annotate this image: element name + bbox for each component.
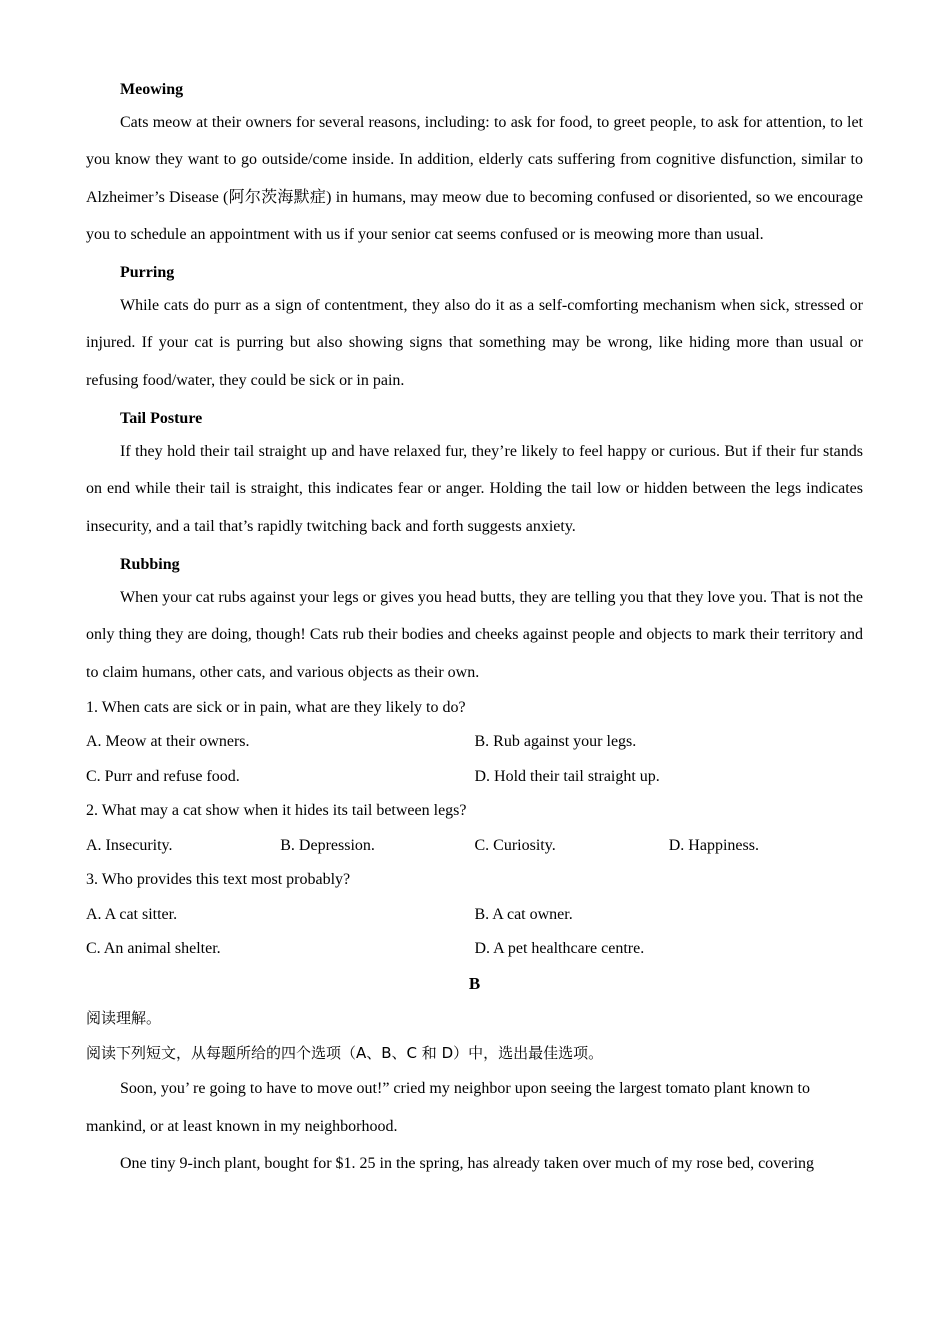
section-heading-meowing: Meowing [120, 81, 184, 98]
question-2-option-d: D. Happiness. [668, 836, 759, 854]
question-1-option-c: C. Purr and refuse food. [86, 767, 240, 785]
question-2-options-row [86, 829, 863, 864]
question-1-option-a: A. Meow at their owners. [86, 733, 250, 751]
question-2-option-c: C. Curiosity. [474, 836, 556, 854]
section-heading-rubbing: Rubbing [120, 555, 180, 573]
question-3-option-b: B. A cat owner. [474, 905, 573, 923]
document-content [86, 76, 863, 1182]
section-text-rubbing: When your cat rubs against your legs or gives you head butts, they are telling you that they love you. That is not the only thing they are doing, though! Cats rub their bodies and cheeks against people and objects to mark their territory and to claim humans, other cats, and various objects as their own. [86, 588, 863, 681]
section-b-instruction-1: 阅读理解。 [86, 1009, 162, 1028]
question-2-option-b: B. Depression. [280, 836, 375, 854]
question-1-options-row-1 [86, 725, 863, 760]
question-1-option-b: B. Rub against your legs. [474, 733, 637, 751]
question-3-options-row-1 [86, 898, 863, 933]
section-b-paragraph-1: Soon, you’ re going to have to move out!” cried my neighbor upon seeing the largest tomato plant known to mankind, or at least known in my neighborhood. [86, 1080, 810, 1135]
question-2-stem: 2. What may a cat show when it hides its tail between legs? [86, 802, 467, 820]
section-heading-tail-posture: Tail Posture [120, 410, 203, 428]
question-1-options-row-2 [86, 760, 863, 795]
question-1-option-d: D. Hold their tail straight up. [474, 767, 660, 785]
question-3-option-d: D. A pet healthcare centre. [474, 940, 645, 958]
question-3-stem: 3. Who provides this text most probably? [86, 871, 351, 889]
question-3-option-a: A. A cat sitter. [86, 905, 178, 923]
question-3-option-c: C. An animal shelter. [86, 940, 221, 958]
question-1-stem: 1. When cats are sick or in pain, what are they likely to do? [86, 698, 466, 716]
section-b-title: B [468, 973, 481, 993]
section-b-paragraph-2: One tiny 9-inch plant, bought for $1. 25 in the spring, has already taken over much of my rose bed, covering [120, 1154, 815, 1172]
section-heading-purring: Purring [120, 264, 175, 282]
section-text-meowing: Cats meow at their owners for several reasons, including: to ask for food, to greet people, to ask for attention, to let you know they want to go outside/come inside. In addition, elderly cats suffering from cognitive disfunction, similar to Alzheimer’s Disease (阿尔茨海默症) in humans, may meow due to becoming confused or disoriented, so we encourage you to schedule an appointment with us if your senior cat seems confused or is meowing more than usual. [86, 114, 863, 243]
question-2-option-a: A. Insecurity. [86, 836, 173, 854]
section-b-instruction-2: 阅读下列短文，从每题所给的四个选项（A、B、C 和 D）中，选出最佳选项。 [86, 1043, 604, 1062]
section-text-tail-posture: If they hold their tail straight up and have relaxed fur, they’re likely to feel happy or curious. But if their fur stands on end while their tail is straight, this indicates fear or anger. Holding the tail low or hidden between the legs indicates insecurity, and a tail that’s rapidly twitching back and forth suggests anxiety. [86, 443, 863, 535]
section-text-purring: While cats do purr as a sign of contentment, they also do it as a self-comforting mechanism when sick, stressed or injured. If your cat is purring but also showing signs that something may be wrong, like hiding more than usual or refusing food/water, they could be sick or in pain. [86, 297, 863, 389]
question-3-options-row-2 [86, 932, 863, 967]
